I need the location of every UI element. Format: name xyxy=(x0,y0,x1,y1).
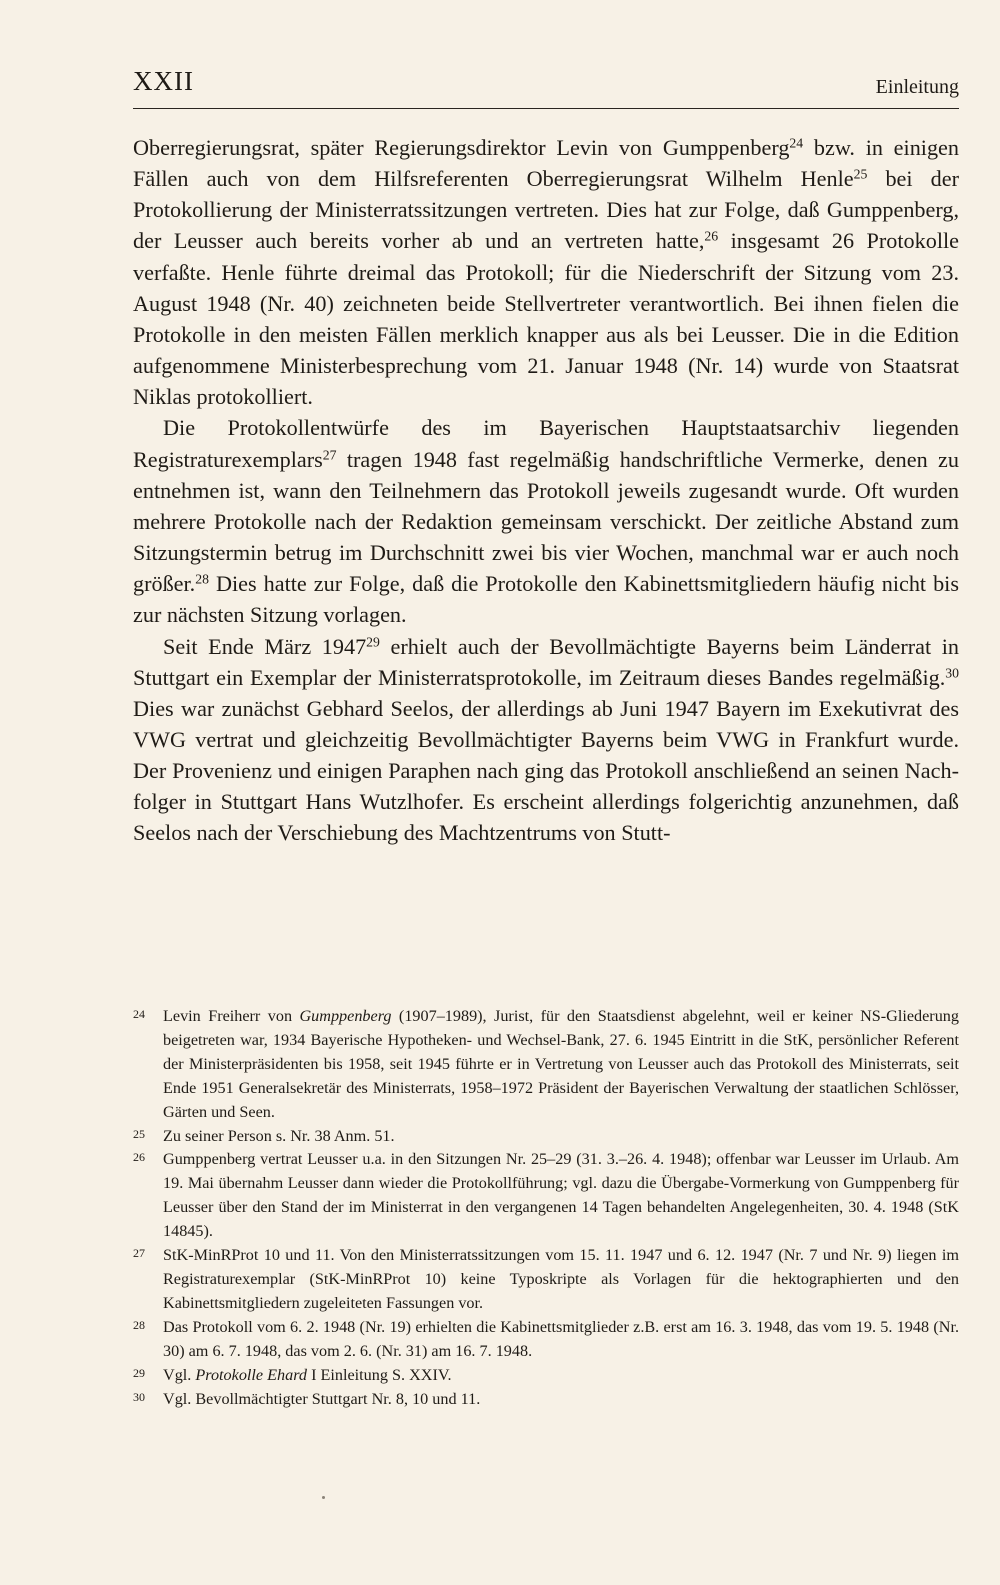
footnote-reference: 26 xyxy=(704,228,719,244)
text-run: Die Protokollentwürfe des im Bayerischen Hauptstaatsarchiv liegenden Registraturexemplars xyxy=(133,415,959,472)
paper-speck xyxy=(322,1496,325,1499)
italic-text: Protokolle Ehard xyxy=(195,1365,308,1384)
footnote-number: 25 xyxy=(133,1126,145,1141)
page-header xyxy=(133,64,959,109)
footnote-text xyxy=(163,1127,395,1145)
footnote-reference: 28 xyxy=(195,571,209,587)
footnote-reference: 24 xyxy=(789,135,804,151)
text-run: bei der Protokollierung der Ministerratssitzungen vertreten. Dies hat zur Folge, daß Gumppenberg, der Leusser auch bereits vorher ab und an vertreten hatte, xyxy=(133,166,959,254)
text-run: insgesamt 26 Protokolle verfaßte. Henle führte dreimal das Protokoll; für die Niederschrift der Sitzung vom 23. August 1948 (Nr. 40) zeichneten beide Stellvertreter verantwortlich. Bei ihnen fielen die Protokolle in den meisten Fällen merklich knapper aus als bei Leusser. Die in die Edition aufgenommene Ministerbesprechung vom 21. Januar 1948 (Nr. 14) wurde von Staatsrat Niklas protokolliert. xyxy=(133,228,959,410)
footnote-text xyxy=(163,1318,959,1360)
page-number: XXII xyxy=(133,66,194,96)
footnote-number: 28 xyxy=(133,1317,145,1332)
text-run: Das Protokoll vom 6. 2. 1948 (Nr. 19) erhielten die Kabinettsmitglieder z.B. erst am 16. 3. 1948, das vom 19. 5. 1948 (Nr. 30) am 6. 7. 1948, das vom 2. 6. (Nr. 31) am 16. 7. 1948. xyxy=(163,1317,959,1360)
footnote-number: 29 xyxy=(133,1365,145,1380)
footnote-text xyxy=(163,1390,480,1408)
running-head: Einleitung xyxy=(875,76,959,98)
text-run: Seit Ende März 1947 xyxy=(163,633,367,659)
text-run: (1907–1989), Jurist, für den Staatsdienst abgelehnt, weil er keiner NS-Gliederung beigetreten war, 1934 Bayerische Hypotheken- und Wechsel-Bank, 27. 6. 1945 Eintritt in die StK, persönlicher Referent der Ministerpräsidenten bis 1958, seit 1945 führte er in Vertretung von Leusser auch das Protokoll des Ministerrats, seit Ende 1951 Generalsekretär des Ministerrats, 1958–1972 Präsident der Bayerischen Verwaltung der staatlichen Schlösser, Gärten und Seen. xyxy=(163,1007,959,1121)
text-run: Vgl. Bevollmächtigter Stuttgart Nr. 8, 10 und 11. xyxy=(163,1389,481,1408)
footnote xyxy=(133,1125,959,1149)
text-run: Zu seiner Person s. Nr. 38 Anm. 51. xyxy=(163,1126,395,1145)
footnote-number: 24 xyxy=(133,1007,145,1021)
paragraph xyxy=(133,412,959,630)
footnote-text xyxy=(163,1246,959,1312)
italic-text: Gumppenberg xyxy=(299,1007,392,1025)
footnote-reference: 27 xyxy=(322,447,337,462)
text-run: tragen 1948 fast regelmäßig handschriftliche Vermerke, denen zu entnehmen ist, wann den Teilnehmern das Protokoll jeweils zugesandt wurde. Oft wurden mehrere Protokolle nach der Redaktion gemeinsam verschickt. Der zeitliche Abstand zum Sitzungstermin betrug im Durchschnitt zwei bis vier Wochen, manchmal war er auch noch größer. xyxy=(133,446,959,597)
footnote-number: 26 xyxy=(133,1150,145,1165)
footnote xyxy=(133,1244,959,1316)
paragraph xyxy=(133,631,959,849)
footnote xyxy=(133,1316,959,1364)
text-run: Levin Freiherr von xyxy=(163,1007,300,1025)
text-run: Dies war zunächst Gebhard Seelos, der allerdings ab Juni 1947 Bayern im Exekutivrat des VWG vertrat und gleichzeitig Bevollmächtigter Bayerns beim VWG in Frankfurt wurde. Der Provenienz und einigen Paraphen nach ging das Protokoll anschließend an seinen Nachfolger in Stuttgart Hans Wutzlhofer. Es erscheint allerdings folgerichtig anzunehmen, daß Seelos nach der Verschiebung des Machtzentrums von Stutt- xyxy=(133,695,959,846)
footnote-reference: 25 xyxy=(853,166,868,182)
footnote xyxy=(133,1005,959,1125)
text-run: I Einleitung S. XXIV. xyxy=(307,1365,452,1384)
footnotes xyxy=(133,1005,959,1411)
paragraph xyxy=(133,132,959,412)
footnote-reference: 29 xyxy=(366,633,380,649)
text-run: erhielt auch der Bevollmächtigte Bayerns beim Länderrat in Stuttgart ein Exemplar der Ministerratsprotokolle, im Zeitraum dieses Bandes regelmäßig. xyxy=(133,633,959,690)
footnote-text xyxy=(163,1007,959,1121)
text-run: Vgl. xyxy=(163,1365,196,1384)
text-run: Dies hatte zur Folge, daß die Protokolle den Kabinettsmitgliedern häufig nicht bis zur nächsten Sitzung vorlagen. xyxy=(133,571,959,628)
footnote-number: 27 xyxy=(133,1246,145,1261)
text-run: StK-MinRProt 10 und 11. Von den Ministerratssitzungen vom 15. 11. 1947 und 6. 12. 1947 (Nr. 7 und Nr. 9) liegen im Registraturexemplar (StK-MinRProt 10) keine Typoskripte als Vorlagen für die hektographierten und den Kabinettsmitgliedern zugeleiteten Fassungen vor. xyxy=(163,1246,959,1312)
footnote xyxy=(133,1388,959,1412)
footnote-text xyxy=(163,1366,452,1384)
text-run: Oberregierungsrat, später Regierungsdirektor Levin von Gumppenberg xyxy=(133,135,790,160)
body-text xyxy=(133,132,959,849)
text-run: bzw. in einigen Fällen auch von dem Hilfsreferenten Oberregierungsrat Wilhelm Henle xyxy=(133,135,959,192)
footnote xyxy=(133,1148,959,1244)
footnote xyxy=(133,1364,959,1388)
footnote-text xyxy=(163,1150,959,1240)
footnote-reference: 30 xyxy=(945,665,959,681)
footnote-number: 30 xyxy=(133,1389,145,1404)
text-run: Gumppenberg vertrat Leusser u.a. in den Sitzungen Nr. 25–29 (31. 3.–26. 4. 1948); offenbar war Leusser im Urlaub. Am 19. Mai übernahm Leusser dann wieder die Protokollführung; vgl. dazu die Übergabe-Vormerkung von Gumppenberg für Leusser über den Stand der im Ministerrat in den vergangenen 14 Tagen behandelten Angelegenheiten, 30. 4. 1948 (StK 14845). xyxy=(163,1150,959,1241)
